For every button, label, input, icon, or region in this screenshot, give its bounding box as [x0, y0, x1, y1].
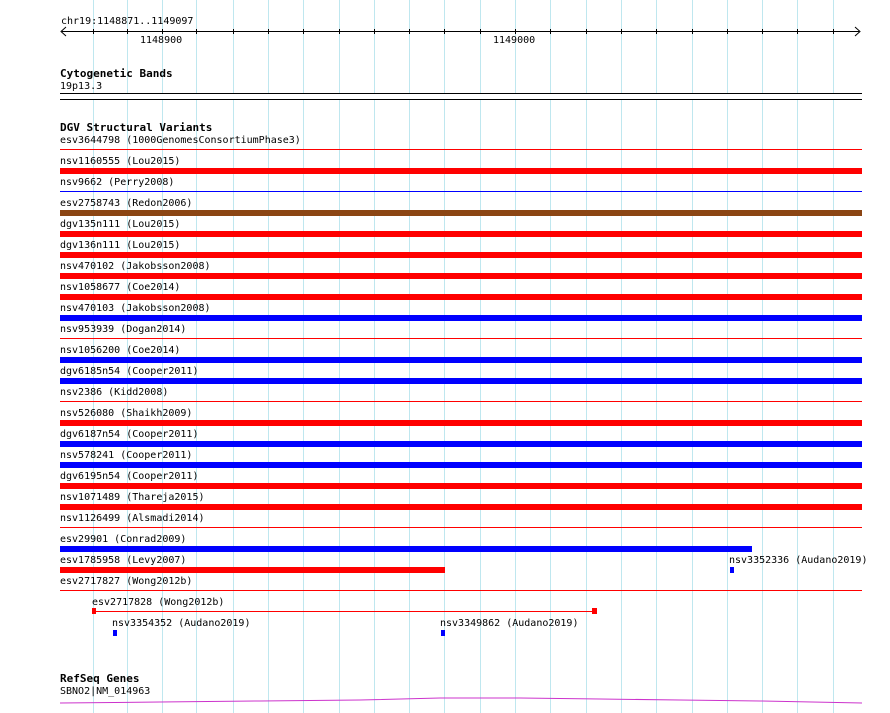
ruler-arrows	[0, 0, 890, 40]
variant-label[interactable]: nsv2386 (Kidd2008)	[60, 387, 169, 398]
variant-connector[interactable]	[60, 590, 862, 591]
variant-label[interactable]: nsv1058677 (Coe2014)	[60, 282, 181, 293]
variant-label[interactable]: dgv6187n54 (Cooper2011)	[60, 429, 199, 440]
variant-connector[interactable]	[60, 401, 862, 402]
variant-label[interactable]: esv2758743 (Redon2006)	[60, 198, 193, 209]
variant-label[interactable]: nsv1126499 (Alsmadi2014)	[60, 513, 205, 524]
variant-label[interactable]: dgv135n111 (Lou2015)	[60, 219, 181, 230]
refseq-track-title[interactable]: RefSeq Genes	[60, 672, 140, 685]
variant-connector[interactable]	[60, 149, 862, 150]
variant-label[interactable]: esv2717827 (Wong2012b)	[60, 576, 193, 587]
cytoband-band-label: 19p13.3	[60, 81, 103, 92]
variant-connector[interactable]	[60, 527, 862, 528]
ruler-range-label: chr19:1148871..1149097	[61, 16, 194, 27]
variant-label-nsv3352336[interactable]: nsv3352336 (Audano2019)	[729, 555, 868, 566]
variant-label[interactable]: nsv1056200 (Coe2014)	[60, 345, 181, 356]
variant-bar[interactable]	[60, 273, 862, 279]
variant-connector-esv2717828[interactable]	[94, 611, 595, 612]
variant-label[interactable]: nsv470103 (Jakobsson2008)	[60, 303, 211, 314]
variant-label[interactable]: nsv9662 (Perry2008)	[60, 177, 175, 188]
variant-bar[interactable]	[60, 504, 862, 510]
variant-bar[interactable]	[60, 168, 862, 174]
variant-bar[interactable]	[60, 441, 862, 447]
variant-marker-nsv3349862[interactable]	[441, 630, 445, 636]
dgv-track-title[interactable]: DGV Structural Variants	[60, 121, 213, 134]
variant-end-right[interactable]	[592, 608, 597, 614]
variant-label[interactable]: nsv526080 (Shaikh2009)	[60, 408, 193, 419]
variant-label-nsv3354352[interactable]: nsv3354352 (Audano2019)	[112, 618, 251, 629]
variant-label[interactable]: nsv578241 (Cooper2011)	[60, 450, 193, 461]
variant-end-left[interactable]	[92, 608, 96, 614]
variant-bar[interactable]	[60, 462, 862, 468]
variant-label[interactable]: nsv1160555 (Lou2015)	[60, 156, 181, 167]
cytoband-band[interactable]	[60, 93, 862, 100]
variant-bar[interactable]	[60, 378, 862, 384]
variant-label[interactable]: dgv136n111 (Lou2015)	[60, 240, 181, 251]
variant-bar[interactable]	[60, 315, 862, 321]
variant-connector[interactable]	[60, 338, 862, 339]
variant-marker-nsv3352336[interactable]	[730, 567, 734, 573]
variant-label[interactable]: esv3644798 (1000GenomesConsortiumPhase3)	[60, 135, 301, 146]
variant-connector[interactable]	[60, 191, 862, 192]
variant-label[interactable]: nsv470102 (Jakobsson2008)	[60, 261, 211, 272]
variant-label[interactable]: nsv953939 (Dogan2014)	[60, 324, 187, 335]
variant-label[interactable]: esv1785958 (Levy2007)	[60, 555, 187, 566]
variant-label[interactable]: esv29901 (Conrad2009)	[60, 534, 187, 545]
variant-bar[interactable]	[60, 357, 862, 363]
variant-bar[interactable]	[60, 231, 862, 237]
refseq-gene-label[interactable]: SBNO2|NM_014963	[60, 686, 151, 697]
variant-label-nsv3349862[interactable]: nsv3349862 (Audano2019)	[440, 618, 579, 629]
variant-label[interactable]: dgv6185n54 (Cooper2011)	[60, 366, 199, 377]
variant-label-esv2717828[interactable]: esv2717828 (Wong2012b)	[92, 597, 225, 608]
variant-bar[interactable]	[60, 210, 862, 216]
cytoband-track-title[interactable]: Cytogenetic Bands	[60, 67, 173, 80]
variant-label[interactable]: nsv1071489 (Thareja2015)	[60, 492, 205, 503]
variant-bar[interactable]	[60, 294, 862, 300]
ruler-tick-label-1148900: 1148900	[140, 35, 183, 46]
variant-bar[interactable]	[60, 252, 862, 258]
ruler-tick-label-1149000: 1149000	[493, 35, 536, 46]
variant-marker-nsv3354352[interactable]	[113, 630, 117, 636]
variant-bar[interactable]	[60, 483, 862, 489]
variant-label[interactable]: dgv6195n54 (Cooper2011)	[60, 471, 199, 482]
variant-bar[interactable]	[60, 567, 445, 573]
variant-bar[interactable]	[60, 546, 752, 552]
variant-bar[interactable]	[60, 420, 862, 426]
